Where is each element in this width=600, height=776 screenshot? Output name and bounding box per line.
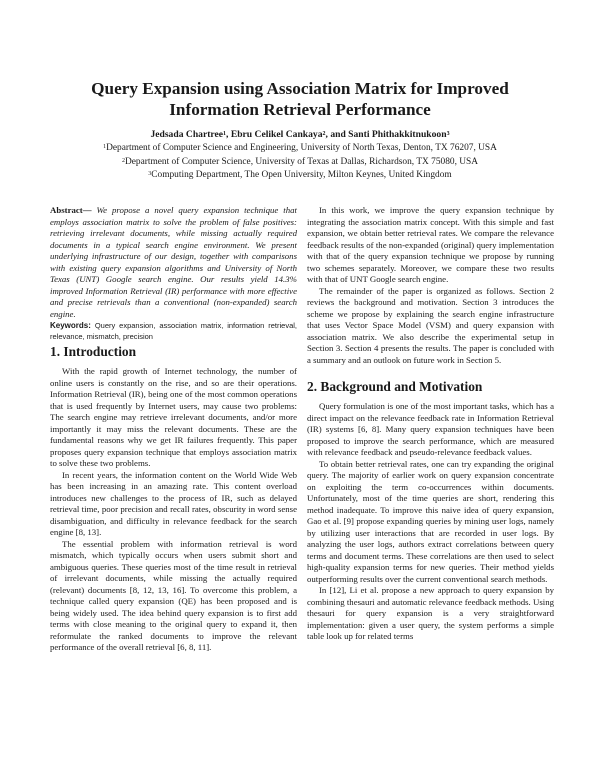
affiliation: $^3$Computing Department, The Open University, Milton Keynes, United Kingdom	[148, 170, 452, 181]
paragraph: Query formulation is one of the most important tasks, which has a direct impact on the relevance feedback rate in Information Retrieval (IR) systems [6, 8]. Many query expansion techniques have been proposed to improve the search performance, which are measured with relevance feedback and pseudo-relevance feedback values.	[307, 401, 554, 457]
affiliation: $^1$Department of Computer Science and Engineering, University of North Texas, Denton, TX 76207, USA	[103, 143, 497, 153]
paragraph: The essential problem with information retrieval is word mismatch, which typically occurs when users submit short and ambiguous queries. These queries most of the time result in retrieval of irrelevant documents, while missing the actually required (relevant) documents [8, 12, 13, 16]. To overcome this problem, a technique called query expansion (QE) has been proposed and is being widely used. The idea behind query expansion is to first add terms with close meaning to the original query to expand it, then reformulate the ranked documents to improve the relevant performance of the overall retrieval [6, 8, 11].	[50, 538, 297, 652]
paragraph: To obtain better retrieval rates, one can try expanding the original query. The majority of earlier work on query expansion concentrate on exploiting the term co-occurrences within documents. Unfortunately, most of the time queries are short, rendering this method inadequate. To improve this naive idea of query expansion, Gao et al. [9] propose expanding queries by mining user logs, namely by utilizing user interactions that are recorded in user logs. By analyzing the user logs, authors extract correlations between query terms and document terms. These correlations are then used to select high-quality expansion terms for new queries. Their method yields outperforming results over the current conventional search methods.	[307, 458, 554, 584]
section-heading-introduction: 1. Introduction	[50, 344, 137, 359]
author-affiliation-mark: 2	[322, 131, 326, 137]
paragraph: In recent years, the information content on the World Wide Web has been increasing in an amazing rate. This content overload introduces new challenges to the process of IR, such as delayed retrieval time, poor precision and recall rates, obscurity in word sense disambiguation, and difficulty in relevance feedback for the search engine [8, 13].	[50, 469, 297, 537]
right-column	[307, 205, 554, 643]
abstract-label: Abstract—	[50, 205, 92, 215]
keywords-text: Query expansion, association matrix, information retrieval, relevance, mismatch, precision	[50, 321, 297, 341]
author-list: Jedsada Chartree$^1$, Ebru Celikel Cankaya$^2$, and Santi Phithakkitnukoon$^3$	[150, 129, 450, 140]
affiliation: $^2$Department of Computer Science, University of Texas at Dallas, Richardson, TX 75080, USA	[121, 156, 479, 167]
paragraph: With the rapid growth of Internet technology, the number of online users is constantly on the rise, and so are their operations. Information Retrieval (IR), being one of the most common operations that is used frequently by Internet users, may cause two problems: The search engine may retrieve irrelevant documents, and/or more importantly it may miss the relevant documents. These are the fundamental reasons why we get IR failures frequently. This paper proposes query expansion technique that employs association matrix to solve these two problems.	[50, 366, 297, 468]
author-affiliation-mark: 1	[223, 131, 227, 137]
paragraph: In [12], Li et al. propose a new approach to query expansion by combining thesauri and automatic relevance feedback methods. Using thesauri for query expansion is a very straightforward implementation: given a user query, the system performs a simple table look up for related terms	[307, 585, 554, 641]
keywords-label: Keywords:	[50, 321, 91, 330]
author-name: and Santi Phithakkitnukoon	[330, 129, 447, 140]
paragraph: The remainder of the paper is organized as follows. Section 2 reviews the background and motivation. Section 3 introduces the scheme we propose by explaining the search engine infrastructure that uses Vector Space Model (VSM) and query expansion with association matrix. We also describe the experimental setup in Section 3. Section 4 presents the results. The paper is concluded with a summary and an outlook on future work in Section 5.	[307, 285, 554, 365]
left-column	[50, 205, 297, 654]
abstract	[50, 205, 297, 320]
affiliation-list	[40, 142, 560, 183]
author-affiliation-mark: 3	[446, 131, 450, 137]
section-heading-background: 2. Background and Motivation	[307, 379, 483, 394]
paragraph: In this work, we improve the query expansion technique by integrating the association matrix concept. With this simple and fast expansion, we obtain better retrieval rates. We compare the relevance feedback results of the non-expanded (original) query implementation with that of the query expansion technique we propose by running two schemes separately. Moreover, we compare these two results with that of UNT Google search engine.	[307, 205, 554, 284]
author-name: Ebru Celikel Cankaya	[230, 129, 323, 140]
paper-title: Query Expansion using Association Matrix for Improved Information Retrieval Performance	[91, 79, 509, 119]
keywords	[50, 320, 297, 342]
abstract-text: We propose a novel query expansion technique that employs association matrix to solve the problem of false positives: retrieving irrelevant documents, while missing actually required documents in a typical search engine environment. We present underlying infrastructure of our design, together with comparisons with existing query expansion algorithms and University of North Texas (UNT) Google search engine. Our results yield 14.3% improved Information Retrieval (IR) performance with more effective and precise retrievals than a conventional (non-expanded) search engine.	[50, 205, 297, 319]
author-name: Jedsada Chartree	[150, 129, 224, 140]
